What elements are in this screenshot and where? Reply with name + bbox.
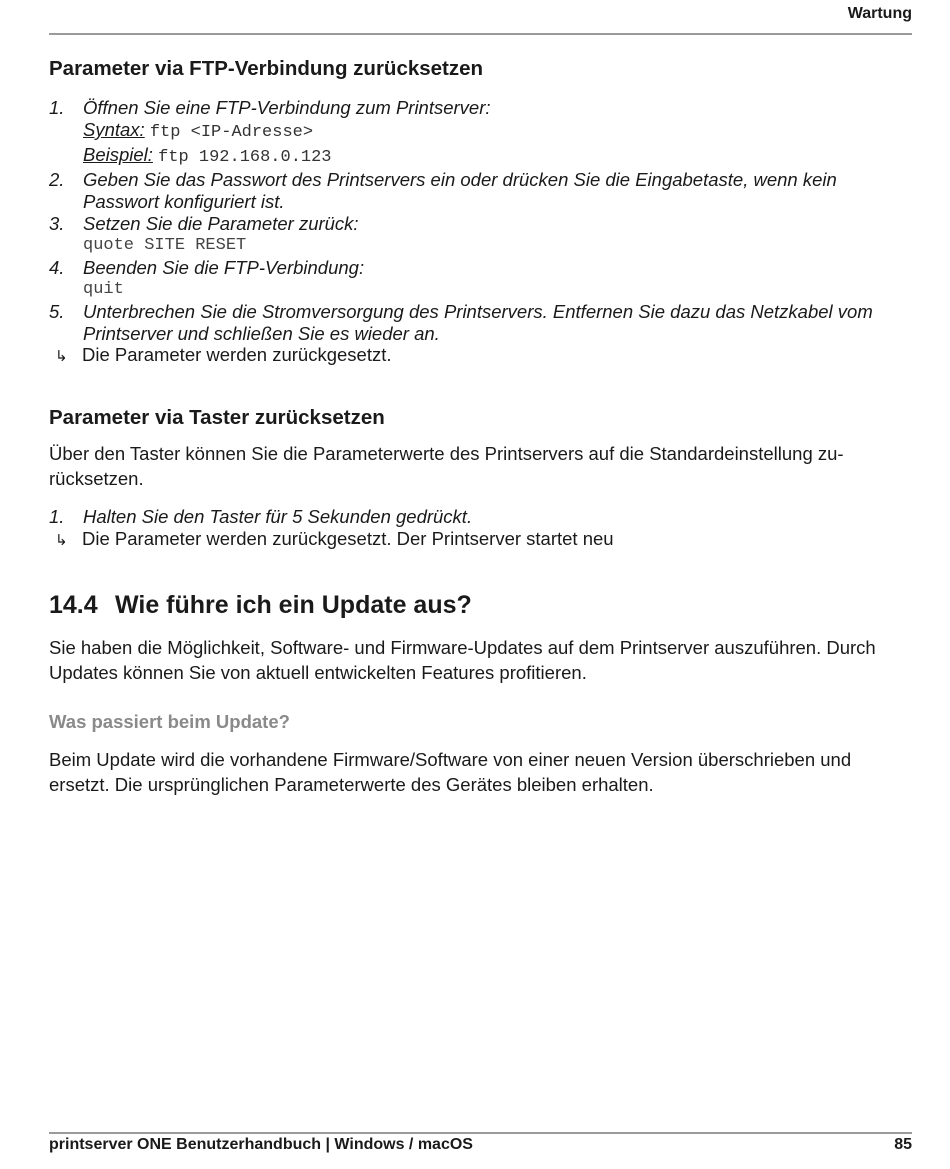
step-text: Unterbrechen Sie die Stromversorgung des Printservers. Entfernen Sie dazu das Netzkabel vom Printserver und schließen Sie es wieder an. (83, 301, 873, 344)
list-item (49, 257, 912, 301)
running-header: Wartung (847, 5, 912, 22)
update-intro: Sie haben die Möglichkeit, Software- und Firmware-Updates auf dem Printserver auszuführen. Durch Updates können Sie von aktuell entwickelten Features profitieren. (49, 637, 876, 683)
syntax-label: Syntax: (83, 119, 145, 140)
step-text: Öffnen Sie eine FTP-Verbindung zum Printserver: (83, 97, 491, 118)
step-text: Setzen Sie die Parameter zurück: (83, 213, 359, 234)
step-code: quote SITE RESET (83, 236, 247, 255)
step-number: 1. (49, 506, 65, 527)
example-code: ftp 192.168.0.123 (158, 148, 332, 167)
button-result (55, 528, 614, 552)
step-number: 3. (49, 213, 65, 234)
example-label: Beispiel: (83, 144, 153, 165)
update-body: Beim Update wird die vorhandene Firmware/Software von einer neuen Version überschrieben und ersetzt. Die ursprünglichen Parameterwerte des Gerätes bleiben erhalten. (49, 749, 852, 795)
step-number: 1. (49, 97, 65, 118)
list-item (49, 97, 912, 169)
list-item (49, 506, 912, 528)
header-rule (49, 33, 912, 35)
step-text: Geben Sie das Passwort des Printservers ein oder drücken Sie die Eingabetaste, wenn kein Passwort konfiguriert ist. (83, 169, 837, 212)
result-text: Die Parameter werden zurückgesetzt. Der Printserver startet neu (82, 528, 614, 549)
button-steps-list (49, 506, 912, 528)
step-number: 5. (49, 301, 65, 322)
chapter-number: 14.4 (49, 591, 98, 619)
list-item (49, 169, 912, 213)
manual-page (49, 0, 912, 1169)
step-number: 2. (49, 169, 65, 190)
update-subheading: Was passiert beim Update? (49, 711, 290, 732)
page-number: 85 (894, 1136, 912, 1153)
step-text: Halten Sie den Taster für 5 Sekunden gedrückt. (83, 506, 473, 527)
list-item (49, 301, 912, 345)
syntax-code: ftp <IP-Adresse> (149, 123, 314, 142)
ftp-steps-list (49, 97, 912, 345)
chapter-title: Wie führe ich ein Update aus? (115, 591, 472, 619)
result-arrow-icon: ↳ (55, 348, 68, 365)
ftp-section-title: Parameter via FTP-Verbindung zurücksetzen (49, 57, 484, 80)
step-code: quit (83, 280, 124, 299)
button-section-intro: Über den Taster können Sie die Parameterwerte des Printservers auf die Standardeinstellung zu-rücksetzen. (49, 443, 844, 489)
chapter-heading (49, 591, 472, 620)
footer-rule (49, 1132, 912, 1134)
result-text: Die Parameter werden zurückgesetzt. (82, 344, 392, 365)
result-arrow-icon: ↳ (55, 532, 68, 549)
step-number: 4. (49, 257, 65, 278)
ftp-result (55, 344, 392, 368)
button-section-title: Parameter via Taster zurücksetzen (49, 406, 385, 429)
step-text: Beenden Sie die FTP-Verbindung: (83, 257, 365, 278)
list-item (49, 213, 912, 257)
footer-doc-title: printserver ONE Benutzerhandbuch | Windows / macOS (49, 1136, 473, 1153)
